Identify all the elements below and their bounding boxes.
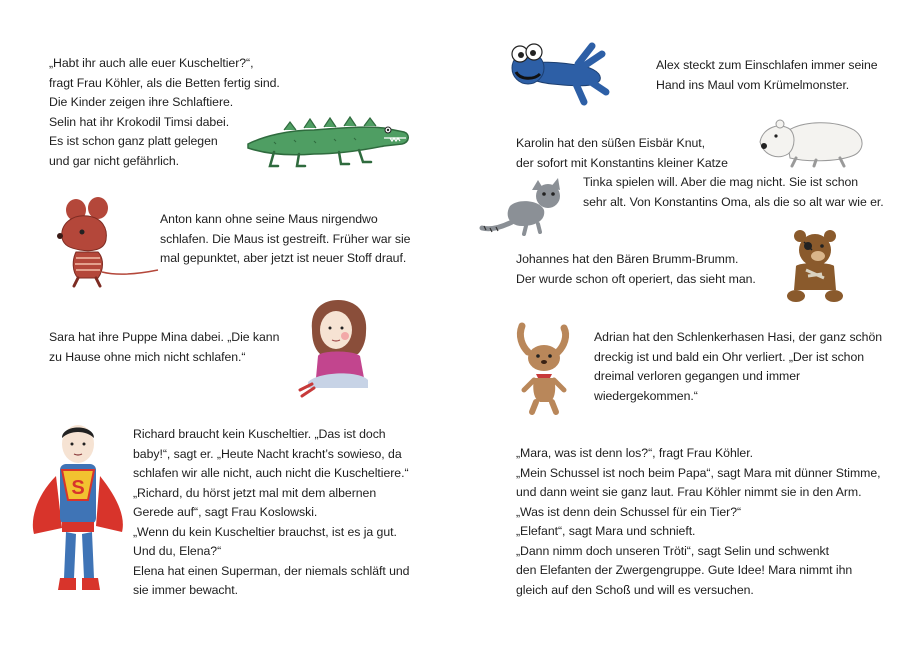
text-line: und dann weint sie ganz laut. Frau Köhler nimmt sie in den Arm. — [516, 485, 862, 499]
text-line: und gar nicht gefährlich. — [49, 153, 179, 168]
paragraph-karolin — [516, 134, 728, 173]
text-line: sehr alt. Von Konstantins Oma, als die so alt war wie er. — [583, 194, 884, 209]
paragraph-anton — [160, 210, 410, 269]
text-line: „Elefant“, sagt Mara und schnieft. — [516, 524, 696, 538]
text-line: „Wenn du kein Kuscheltier brauchst, ist es ja gut. — [133, 524, 397, 539]
cookie-monster-illustration — [502, 40, 612, 106]
text-line: Elena hat einen Superman, der niemals schläft und — [133, 563, 410, 578]
text-line: „Mein Schussel ist noch beim Papa“, sagt Mara mit dünner Stimme, — [516, 465, 881, 480]
text-line: Gerede auf“, sagt Frau Koslowski. — [133, 505, 318, 519]
paragraph-alex — [656, 56, 878, 95]
doll-illustration — [298, 298, 380, 398]
text-line: dreimal verloren gegangen und immer — [594, 369, 801, 383]
paragraph-johannes — [516, 250, 756, 289]
text-line: sie immer bewacht. — [133, 583, 239, 597]
text-line: Richard braucht kein Kuscheltier. „Das ist doch — [133, 427, 386, 441]
paragraph-richard — [133, 425, 409, 601]
text-line: Karolin hat den süßen Eisbär Knut, — [516, 136, 706, 150]
text-line: Sara hat ihre Puppe Mina dabei. „Die kann — [49, 330, 280, 344]
text-line: den Elefanten der Zwergengruppe. Gute Idee! Mara nimmt ihn — [516, 563, 853, 577]
rabbit-illustration — [514, 322, 574, 414]
text-line: zu Hause ohne mich nicht schlafen.“ — [49, 349, 246, 364]
text-line: baby!“, sagt er. „Heute Nacht kracht’s sowieso, da — [133, 446, 402, 461]
text-line: Johannes hat den Bären Brumm-Brumm. — [516, 252, 739, 266]
text-line: Und du, Elena?“ — [133, 544, 222, 558]
text-line: „Dann nimm doch unseren Tröti“, sagt Selin und schwenkt — [516, 543, 830, 558]
text-line: dreckig ist und bald ein Ohr verliert. „Der ist schon — [594, 349, 865, 364]
left-page — [0, 0, 460, 648]
text-line: Der wurde schon oft operiert, das sieht man. — [516, 271, 756, 286]
right-page — [460, 0, 921, 648]
text-line: „Habt ihr auch alle euer Kuscheltier?“, — [49, 56, 254, 70]
text-line: „Was ist denn dein Schussel für ein Tier?“ — [516, 504, 742, 519]
paragraph-tinka — [583, 173, 884, 212]
text-line: mal gepunktet, aber jetzt ist neuer Stoff drauf. — [160, 251, 407, 265]
text-line: Alex steckt zum Einschlafen immer seine — [656, 58, 878, 72]
text-line: wiedergekommen.“ — [594, 388, 698, 403]
mouse-illustration — [48, 196, 160, 288]
teddy-bear-illustration — [784, 228, 848, 306]
text-line: der sofort mit Konstantins kleiner Katze — [516, 155, 728, 170]
text-line: schlafen. Die Maus ist gestreift. Früher war sie — [160, 231, 411, 246]
superman-illustration — [26, 416, 130, 594]
text-line: Die Kinder zeigen ihre Schlaftiere. — [49, 95, 234, 109]
text-line: fragt Frau Köhler, als die Betten fertig sind. — [49, 75, 280, 90]
text-line: Adrian hat den Schlenkerhasen Hasi, der ganz schön — [594, 330, 883, 344]
text-line: „Mara, was ist denn los?“, fragt Frau Köhler. — [516, 446, 753, 460]
crocodile-illustration — [244, 108, 414, 170]
text-line: Selin hat ihr Krokodil Timsi dabei. — [49, 114, 230, 129]
text-line: gleich auf den Schoß und will es versuchen. — [516, 582, 754, 597]
polar-bear-illustration — [756, 112, 868, 168]
paragraph-adrian — [594, 328, 882, 406]
text-line: Hand ins Maul vom Krümelmonster. — [656, 77, 850, 92]
text-line: Es ist schon ganz platt gelegen — [49, 134, 218, 148]
paragraph-sara — [49, 328, 279, 367]
cat-illustration — [480, 172, 568, 236]
text-line: Tinka spielen will. Aber die mag nicht. Sie ist schon — [583, 175, 859, 189]
paragraph-mara — [516, 444, 881, 600]
text-line: „Richard, du hörst jetzt mal mit dem albernen — [133, 485, 377, 500]
superman-emblem-letter: S — [71, 477, 85, 499]
text-line: schlafen wir alle nicht, auch nicht die Kuscheltiere.“ — [133, 466, 409, 480]
text-line: Anton kann ohne seine Maus nirgendwo — [160, 212, 378, 226]
